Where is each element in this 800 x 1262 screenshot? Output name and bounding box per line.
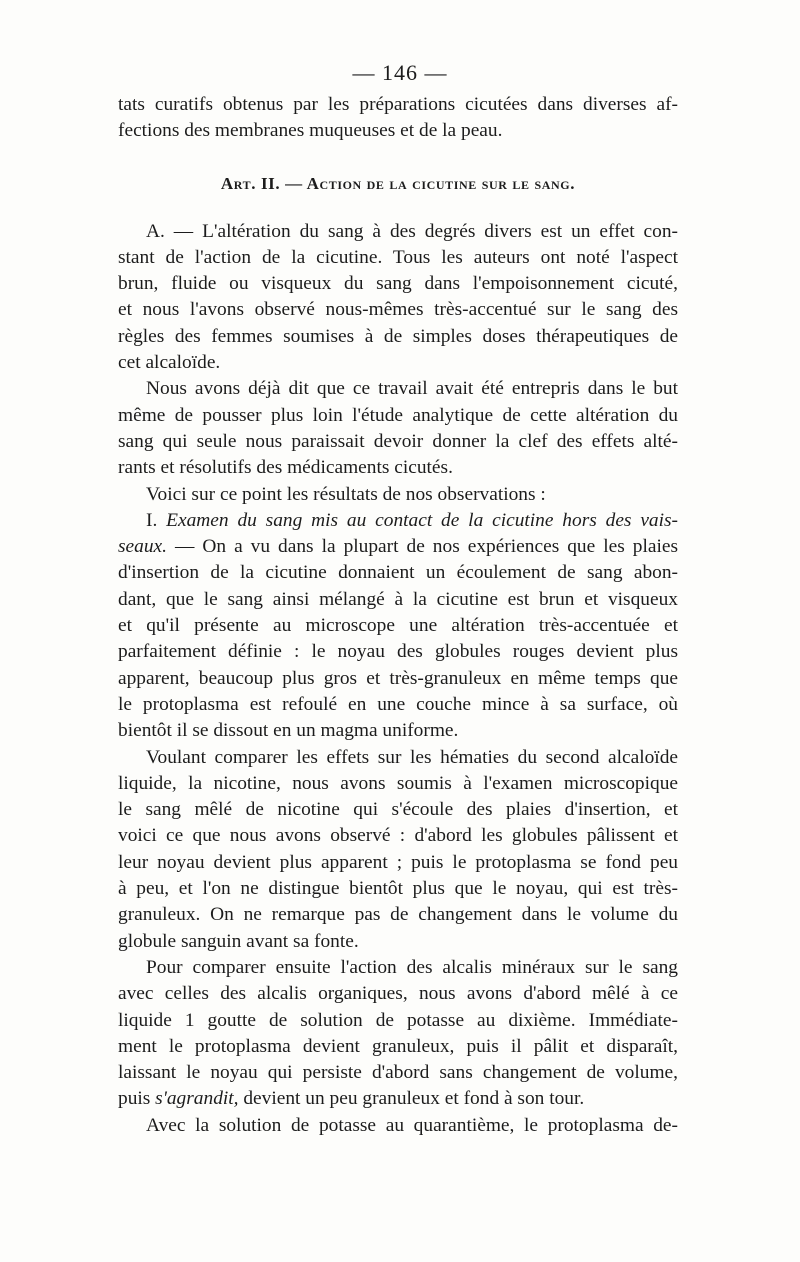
italic-fragment: s'agrandit,	[155, 1088, 239, 1110]
text-line: I. Examen du sang mis au contact de la cicutine hors des vais-	[146, 509, 678, 531]
text-line: règles des femmes soumises à de simples doses thérapeutiques de	[118, 325, 678, 347]
page-text	[118, 92, 678, 1139]
text-line: puis s'agrandit, devient un peu granuleux et fond à son tour.	[118, 1088, 585, 1110]
text-line: sang qui seule nous paraissait devoir donner la clef des effets alté-	[118, 430, 678, 452]
section-heading: Art. II. — Action de la cicutine sur le sang.	[220, 173, 576, 193]
text-line: bientôt il se dissout en un magma uniforme.	[118, 720, 459, 742]
text-line: granuleux. On ne remarque pas de changement dans le volume du	[118, 904, 678, 926]
text-line: voici ce que nous avons observé : d'abord les globules pâlissent et	[118, 825, 678, 847]
text-line: cet alcaloïde.	[118, 352, 221, 374]
text-line: Avec la solution de potasse au quarantième, le protoplasma de-	[146, 1114, 678, 1136]
text-line: Nous avons déjà dit que ce travail avait été entrepris dans le but	[146, 378, 678, 400]
text-line: à peu, et l'on ne distingue bientôt plus que le noyau, qui est très-	[118, 878, 678, 900]
text-line: avec celles des alcalis organiques, nous avons d'abord mêlé à ce	[118, 983, 678, 1005]
text-line: ment le protoplasma devient granuleux, puis il pâlit et disparaît,	[118, 1035, 678, 1057]
text-line: liquide 1 goutte de solution de potasse au dixième. Immédiate-	[118, 1009, 678, 1031]
text-line: brun, fluide ou visqueux du sang dans l'empoisonnement cicuté,	[118, 273, 678, 295]
text-line: leur noyau devient plus apparent ; puis le protoplasma se fond peu	[118, 851, 678, 873]
italic-fragment: Examen du sang mis au contact de la cicutine hors des vais-	[166, 509, 678, 531]
text-line: d'insertion de la cicutine donnaient un écoulement de sang abon-	[118, 562, 678, 584]
text-line: seaux. — On a vu dans la plupart de nos expériences que les plaies	[118, 536, 678, 558]
text-line: et qu'il présente au microscope une altération très-accentuée et	[118, 615, 678, 637]
text-line: globule sanguin avant sa fonte.	[118, 930, 359, 952]
text-line: apparent, beaucoup plus gros et très-granuleux en même temps que	[118, 667, 678, 689]
text-line: rants et résolutifs des médicaments cicutés.	[118, 457, 453, 479]
text-line: le sang mêlé de nicotine qui s'écoule des plaies d'insertion, et	[118, 799, 678, 821]
text-line: stant de l'action de la cicutine. Tous les auteurs ont noté l'aspect	[118, 246, 678, 268]
text-line: dant, que le sang ainsi mélangé à la cicutine est brun et visqueux	[118, 588, 678, 610]
italic-fragment: seaux.	[118, 536, 167, 558]
text-line: laissant le noyau qui persiste d'abord sans changement de volume,	[118, 1062, 678, 1084]
text-line: Pour comparer ensuite l'action des alcalis minéraux sur le sang	[146, 956, 678, 978]
text-line: A. — L'altération du sang à des degrés divers est un effet con-	[146, 220, 678, 242]
text-line: fections des membranes muqueuses et de la peau.	[118, 120, 503, 142]
page-number: — 146 —	[352, 60, 448, 85]
text-line: le protoplasma est refoulé en une couche mince à sa surface, où	[118, 693, 678, 715]
text-line: et nous l'avons observé nous-mêmes très-accentué sur le sang des	[118, 299, 678, 321]
text-line: parfaitement définie : le noyau des globules rouges devient plus	[118, 641, 678, 663]
text-line: Voici sur ce point les résultats de nos observations :	[146, 483, 546, 505]
text-line: tats curatifs obtenus par les préparations cicutées dans diverses af-	[118, 94, 678, 115]
text-line: liquide, la nicotine, nous avons soumis à l'examen microscopique	[118, 772, 678, 794]
text-line: même de pousser plus loin l'étude analytique de cette altération du	[118, 404, 678, 426]
text-line: Voulant comparer les effets sur les hématies du second alcaloïde	[146, 746, 678, 768]
